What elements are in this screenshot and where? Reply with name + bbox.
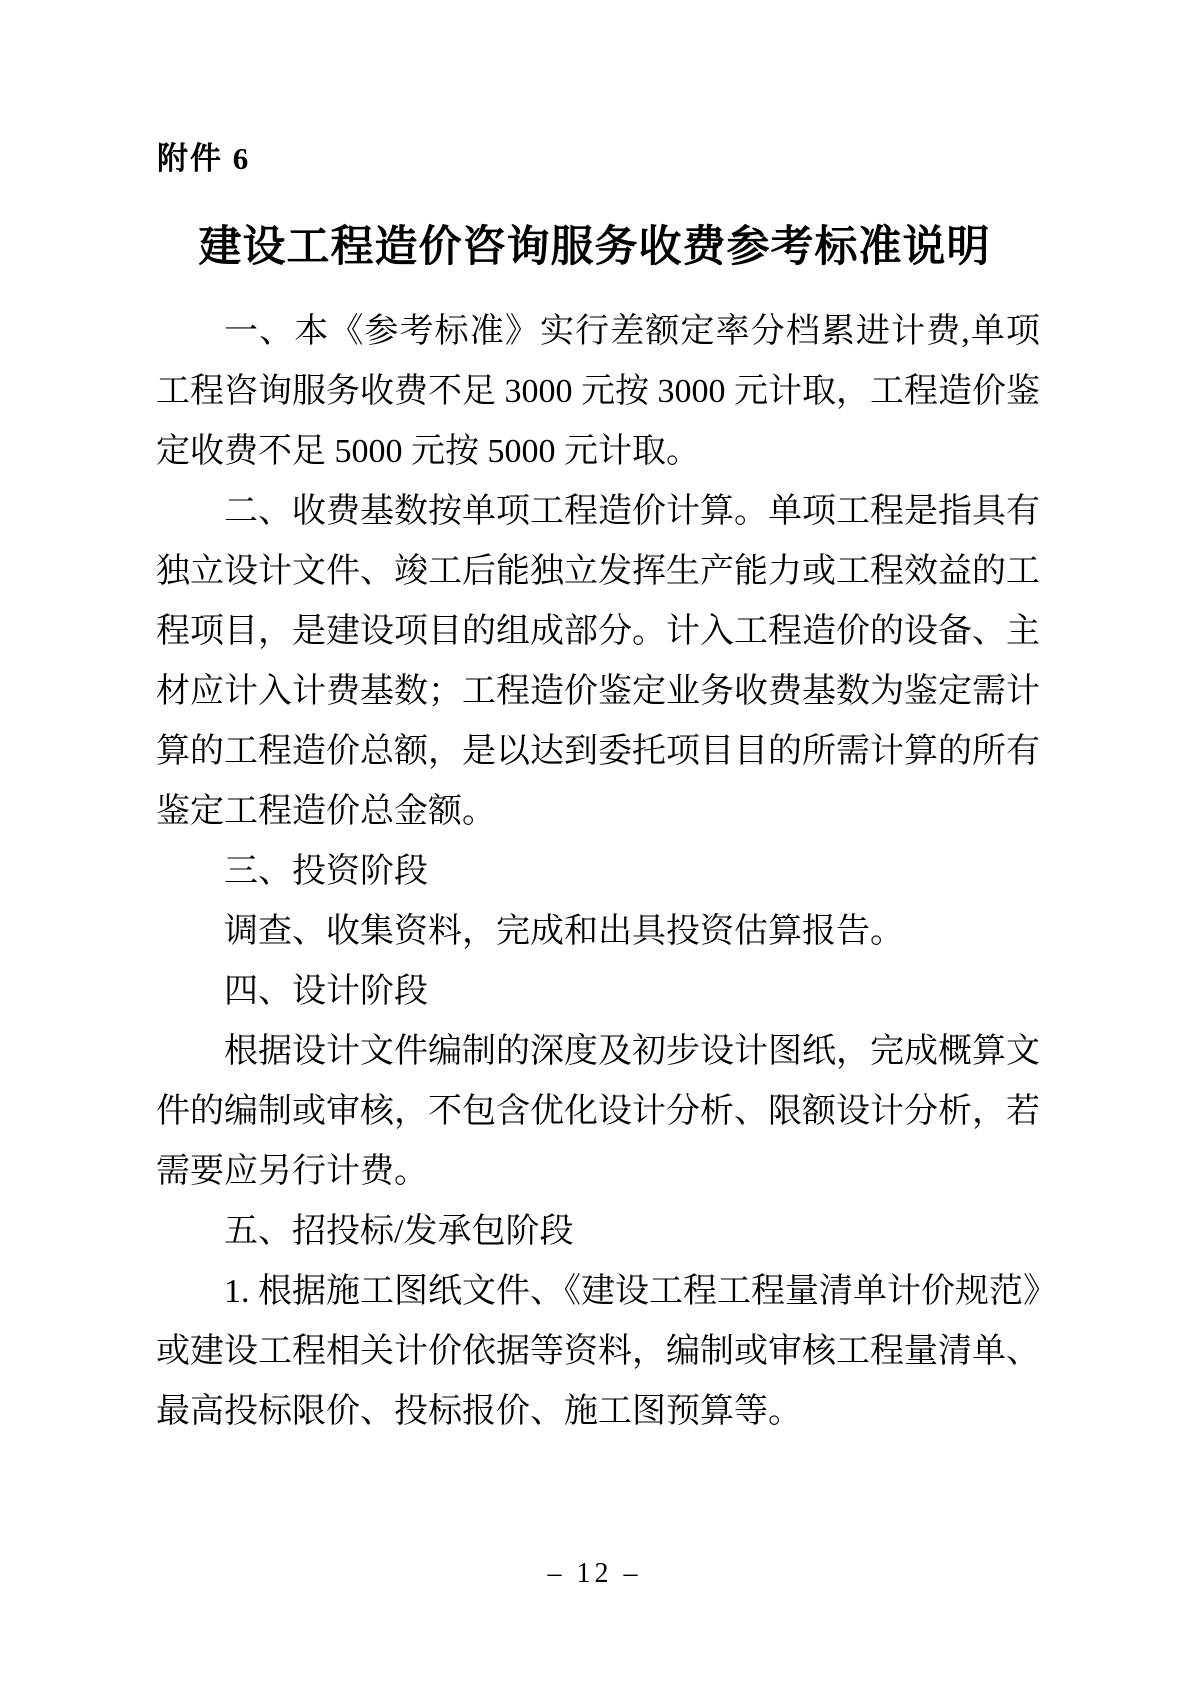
paragraph-1-fee-calculation: 一、本《参考标准》实行差额定率分档累进计费,单项工程咨询服务收费不足 3000 元按 3000 元计取，工程造价鉴定收费不足 5000 元按 5000 元计取。: [156, 313, 1040, 470]
paragraph-6-design-stage-detail: 根据设计文件编制的深度及初步设计图纸，完成概算文件的编制或审核，不包含优化设计分析、限额设计分析，若需要应另行计费。: [156, 1033, 1040, 1190]
paragraph-2-fee-base: 二、收费基数按单项工程造价计算。单项工程是指具有独立设计文件、竣工后能独立发挥生产能力或工程效益的工程项目，是建设项目的组成部分。计入工程造价的设备、主材应计入计费基数；工程造价鉴定业务收费基数为鉴定需计算的工程造价总额，是以达到委托项目目的所需计算的所有鉴定工程造价总金额。: [156, 493, 1040, 830]
paragraph-8-bidding-stage-detail: 1. 根据施工图纸文件、《建设工程工程量清单计价规范》或建设工程相关计价依据等资料，编制或审核工程量清单、最高投标限价、投标报价、施工图预算等。: [156, 1273, 1040, 1430]
document-body: [156, 302, 1040, 1442]
paragraph-7-bidding-stage-heading: 五、招投标/发承包阶段: [224, 1213, 574, 1250]
paragraph-3-investment-stage-heading: 三、投资阶段: [224, 853, 428, 890]
page-number: – 12 –: [547, 1558, 642, 1589]
attachment-label: 附件 6: [157, 141, 251, 176]
page-title: 建设工程造价咨询服务收费参考标准说明: [198, 224, 991, 271]
paragraph-5-design-stage-heading: 四、设计阶段: [224, 973, 428, 1010]
paragraph-4-investment-stage-detail: 调查、收集资料，完成和出具投资估算报告。: [224, 913, 904, 950]
